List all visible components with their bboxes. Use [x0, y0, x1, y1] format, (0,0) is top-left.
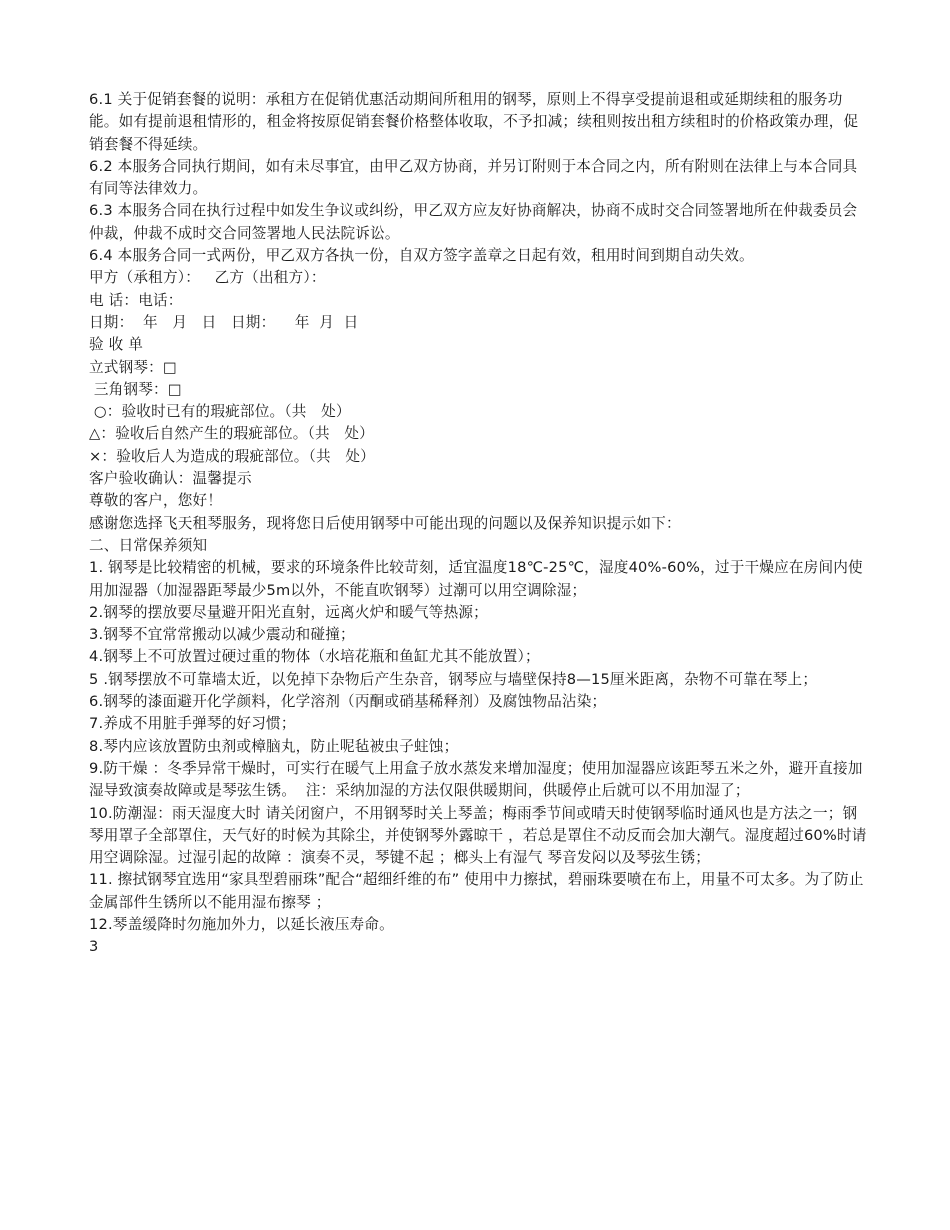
clause-6-3: 6.3 本服务合同在执行过程中如发生争议或纠纷，甲乙双方应友好协商解决，协商不成时交合同签署地所在仲裁委员会仲裁，仲裁不成时交合同签署地人民法院诉讼。 [89, 202, 858, 242]
maintenance-item-9: 9.防干燥 ：冬季异常干燥时，可实行在暖气上用盒子放水蒸发来增加湿度；使用加湿器应该距琴五米之外，避开直接加湿导致演奏故障或是琴弦生锈。 注：采纳加湿的方法仅限供暖期间，供暖停止后就可以不用加湿了； [89, 759, 863, 800]
intro-text: 感谢您选择飞天租琴服务，现将您日后使用钢琴中可能出现的问题以及保养知识提示如下： [89, 514, 681, 532]
maintenance-item-10: 10.防潮湿：雨天湿度大时 请关闭窗户，不用钢琴时关上琴盖；梅雨季节间或晴天时使钢琴临时通风也是方法之一；钢琴用罩子全部罩住，天气好的时候为其除尘，并使钢琴外露晾干 ，若总是罩住不动反而会加大潮气。湿度超过60%时请用空调除湿。过湿引起的故障 ：演奏不灵，琴键不起 ；榔头上有湿气 琴音发闷以及琴弦生锈； [89, 804, 867, 867]
document-page [89, 89, 867, 959]
clause-6-4: 6.4 本服务合同一式两份，甲乙双方各执一份，自双方签字盖章之日起有效，租用时间到期自动失效。 [89, 247, 754, 265]
upright-piano-checkbox-line: 立式钢琴：□ [89, 358, 177, 376]
maintenance-item-12: 12.琴盖缓降时勿施加外力，以延长液压寿命。 [89, 915, 394, 933]
legend-existing-flaws: ○：验收时已有的瑕疵部位。（共 处） [89, 403, 351, 421]
maintenance-item-2: 2.钢琴的摆放要尽量避开阳光直射，远离火炉和暖气等热源； [89, 603, 488, 621]
party-labels: 甲方（承租方）： 乙方（出租方）： [89, 269, 326, 287]
grand-piano-checkbox-line: 三角钢琴：□ [89, 380, 182, 398]
maintenance-item-4: 4.钢琴上不可放置过硬过重的物体（水培花瓶和鱼缸尤其不能放置）； [89, 648, 540, 666]
maintenance-item-11: 11. 擦拭钢琴宜选用“家具型碧丽珠”配合“超细纤维的布” 使用中力擦拭，碧丽珠要喷在布上，用量不可太多。为了防止金属部件生锈所以不能用湿布擦琴 ； [89, 871, 864, 911]
maintenance-item-5: 5 .钢琴摆放不可靠墙太近，以免掉下杂物后产生杂音，钢琴应与墙壁保持8—15厘米距离，杂物不可靠在琴上； [89, 670, 818, 688]
maintenance-item-8: 8.琴内应该放置防虫剂或樟脑丸，防止呢毡被虫子蛀蚀； [89, 737, 459, 755]
acceptance-title: 验 收 单 [89, 336, 144, 354]
maintenance-item-6: 6.钢琴的漆面避开化学颜料，化学溶剂（丙酮或硝基稀释剂）及腐蚀物品沾染； [89, 693, 607, 711]
maintenance-item-3: 3.钢琴不宜常常搬动以减少震动和碰撞； [89, 626, 355, 644]
section-heading-maintenance: 二、日常保养须知 [89, 536, 208, 554]
legend-human-flaws: ×：验收后人为造成的瑕疵部位。（共 处） [89, 447, 375, 465]
legend-natural-flaws: △：验收后自然产生的瑕疵部位。（共 处） [89, 425, 374, 443]
date-labels: 日期： 年 月 日 日期： 年 月 日 [89, 313, 359, 331]
customer-confirmation: 客户验收确认：温馨提示 [89, 470, 252, 488]
clause-6-1: 6.1 关于促销套餐的说明：承租方在促销优惠活动期间所租用的钢琴，原则上不得享受提前退租或延期续租的服务功能。如有提前退租情形的，租金将按原促销套餐价格整体收取，不予扣减；续租则按出租方续租时的价格政策办理，促销套餐不得延续。 [89, 91, 859, 153]
page-number: 3 [89, 938, 99, 956]
clause-6-2: 6.2 本服务合同执行期间，如有未尽事宜，由甲乙双方协商，并另订附则于本合同之内，所有附则在法律上与本合同具有同等法律效力。 [89, 157, 858, 198]
phone-labels: 电 话：电话： [89, 291, 183, 309]
maintenance-item-1: 1. 钢琴是比较精密的机械，要求的环境条件比较苛刻，适宜温度18℃-25℃，湿度40%-60%，过于干燥应在房间内使用加湿器（加湿器距琴最少5m以外，不能直吹钢琴）过潮可以用空调除湿； [89, 559, 863, 599]
maintenance-item-7: 7.养成不用脏手弹琴的好习惯； [89, 715, 296, 733]
greeting: 尊敬的客户，您好！ [89, 492, 223, 510]
